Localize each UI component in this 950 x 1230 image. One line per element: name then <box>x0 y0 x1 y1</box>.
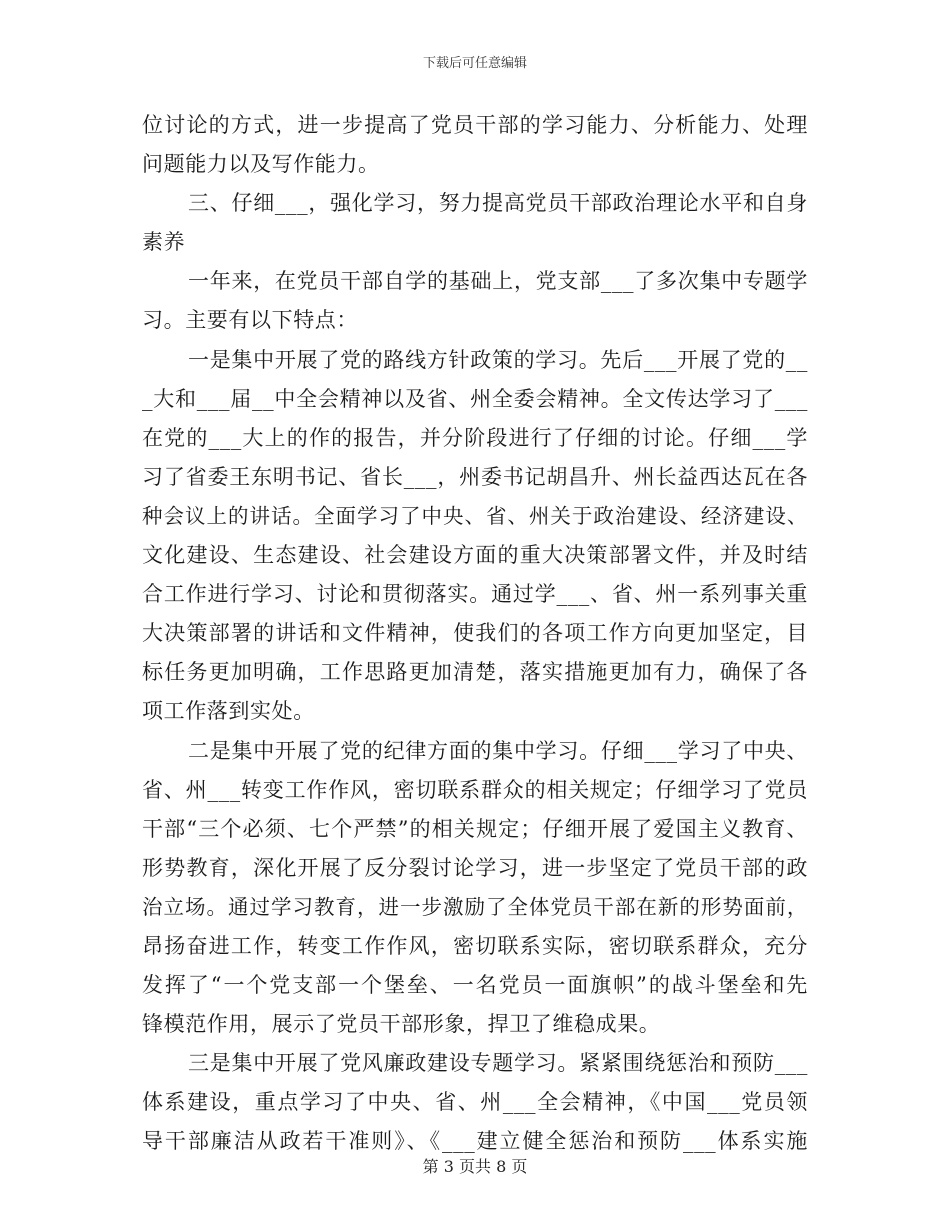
text-line: 形势教育，深化开展了反分裂讨论学习，进一步坚定了党员干部的政 <box>142 855 808 880</box>
text-line: 标任务更加明确，工作思路更加清楚，落实措施更加有力，确保了各 <box>142 660 808 685</box>
text-line: 体系建设，重点学习了中央、省、州___全会精神，《中国___党员领 <box>142 1090 808 1115</box>
text-line: 合工作进行学习、讨论和贯彻落实。通过学___、省、州一系列事关重 <box>142 582 808 607</box>
text-line: 位讨论的方式，进一步提高了党员干部的学习能力、分析能力、处理 <box>142 113 808 137</box>
text-line: 三是集中开展了党风廉政建设专题学习。紧紧围绕惩治和预防___ <box>188 1051 808 1076</box>
text-line: 三、仔细___，强化学习，努力提高党员干部政治理论水平和自身 <box>188 191 808 216</box>
text-line: 项工作落到实处。 <box>142 699 315 724</box>
text-line: 治立场。通过学习教育，进一步激励了全体党员干部在新的形势面前， <box>142 894 808 919</box>
text-line: 导干部廉洁从政若干准则》、《___建立健全惩治和预防___体系实施 <box>142 1129 808 1154</box>
text-line: 大决策部署的讲话和文件精神，使我们的各项工作方向更加坚定，目 <box>142 621 808 646</box>
text-line: _大和___届__中全会精神以及省、州全委会精神。全文传达学习了___ <box>142 386 808 411</box>
text-line: 习。主要有以下特点： <box>142 308 358 333</box>
text-line: 干部“三个必须、七个严禁”的相关规定；仔细开展了爱国主义教育、 <box>142 816 808 841</box>
text-line: 在党的___大上的作的报告，并分阶段进行了仔细的讨论。仔细___学 <box>142 425 808 450</box>
text-line: 发挥了“一个党支部一个堡垒、一名党员一面旗帜”的战斗堡垒和先 <box>142 973 808 998</box>
text-line: 种会议上的讲话。全面学习了中央、省、州关于政治建设、经济建设、 <box>142 503 808 528</box>
text-line: 昂扬奋进工作，转变工作作风，密切联系实际，密切联系群众，充分 <box>142 933 808 958</box>
document-body <box>142 106 808 1162</box>
text-line: 习了省委王东明书记、省长___，州委书记胡昌升、州长益西达瓦在各 <box>142 464 808 489</box>
text-line: 素养 <box>142 230 186 255</box>
text-line: 二是集中开展了党的纪律方面的集中学习。仔细___学习了中央、 <box>188 738 808 763</box>
text-line: 一年来，在党员干部自学的基础上，党支部___了多次集中专题学 <box>188 269 808 294</box>
text-line: 文化建设、生态建设、社会建设方面的重大决策部署文件，并及时结 <box>142 543 808 568</box>
text-line: 锋模范作用，展示了党员干部形象，捍卫了维稳成果。 <box>142 1012 661 1037</box>
page-number: 第 3 页共 8 页 <box>422 1157 528 1176</box>
page-header-note: 下载后可任意编辑 <box>422 56 527 71</box>
text-line: 一是集中开展了党的路线方针政策的学习。先后___开展了党的__ <box>188 347 808 372</box>
text-line: 省、州___转变工作作风，密切联系群众的相关规定；仔细学习了党员 <box>142 777 808 802</box>
text-line: 问题能力以及写作能力。 <box>142 152 380 177</box>
